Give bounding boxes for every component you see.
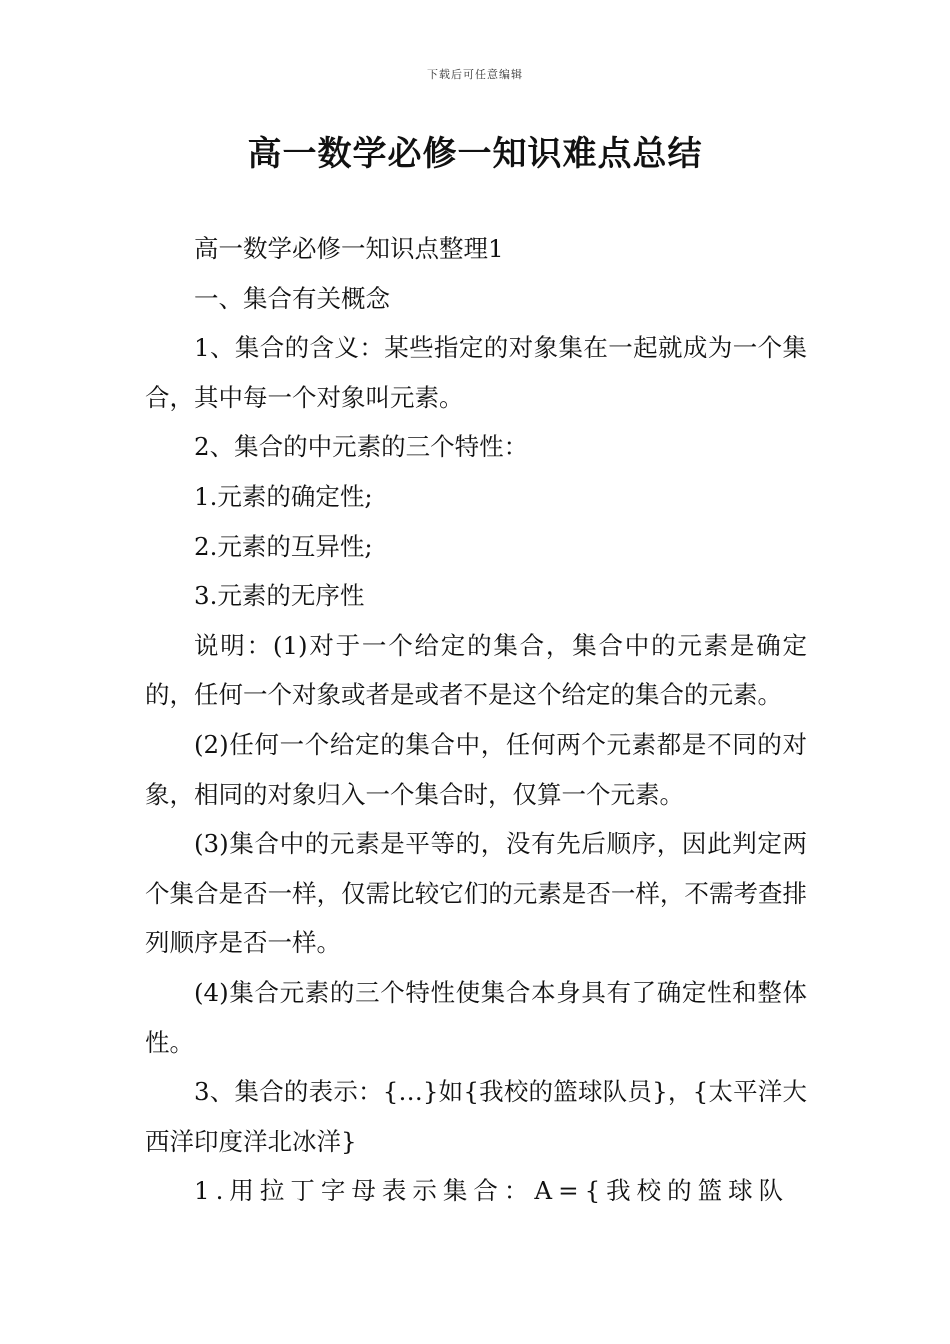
paragraph: 2、集合的中元素的三个特性： bbox=[194, 432, 529, 462]
paragraph: (2)任何一个给定的集合中，任何两个元素都是不同的对象，相同的对象归入一个集合时，仅算一个元素。 bbox=[145, 729, 807, 809]
header-note: 下载后可任意编辑 bbox=[427, 68, 523, 81]
list-item: 3.元素的无序性 bbox=[194, 581, 365, 611]
list-item: 2.元素的互异性; bbox=[194, 531, 373, 561]
paragraph: (3)集合中的元素是平等的，没有先后顺序，因此判定两个集合是否一样，仅需比较它们的元素是否一样，不需考查排列顺序是否一样。 bbox=[145, 829, 807, 958]
paragraph: 1、集合的含义：某些指定的对象集在一起就成为一个集合，其中每一个对象叫元素。 bbox=[145, 333, 807, 412]
document-title: 高一数学必修一知识难点总结 bbox=[247, 134, 703, 174]
paragraph: 说明：(1)对于一个给定的集合，集合中的元素是确定的，任何一个对象或者是或者不是这个给定的集合的元素。 bbox=[145, 630, 807, 710]
chapter-heading: 一、集合有关概念 bbox=[194, 283, 390, 313]
paragraph: (4)集合元素的三个特性使集合本身具有了确定性和整体性。 bbox=[145, 977, 807, 1057]
list-item: 1.元素的确定性; bbox=[194, 481, 373, 511]
paragraph: 1.用拉丁字母表示集合：A={我校的篮球队 bbox=[194, 1176, 790, 1206]
section-heading: 高一数学必修一知识点整理1 bbox=[194, 234, 504, 263]
paragraph: 3、集合的表示：{…}如{我校的篮球队员}，{太平洋大西洋印度洋北冰洋} bbox=[145, 1077, 807, 1156]
document-body bbox=[145, 224, 807, 1216]
